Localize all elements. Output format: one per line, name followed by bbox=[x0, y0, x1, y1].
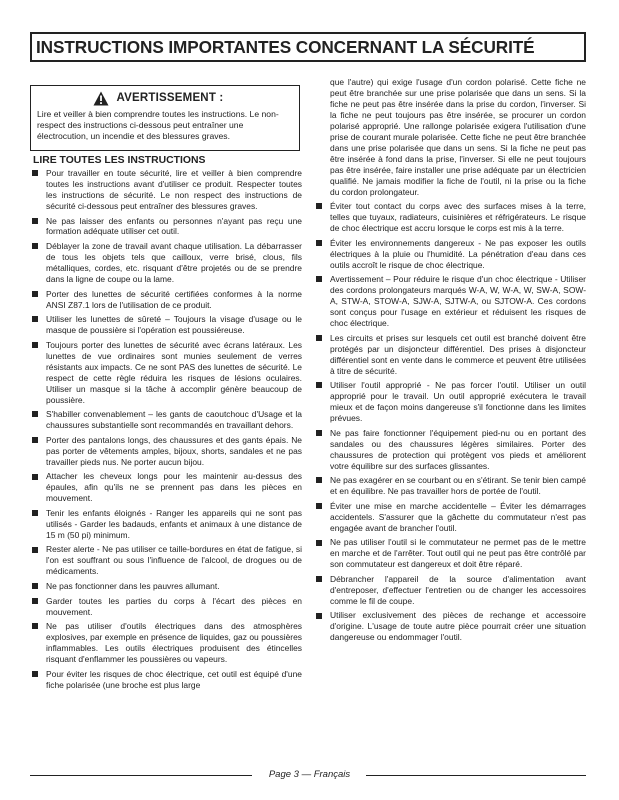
list-item-text: Éviter les environnements dangereux - Ne pas exposer les outils électriques à la pluie ou l'humidité. La pénétration d'eau dans ces outils accroît le risque de choc électrique. bbox=[330, 237, 586, 270]
list-item bbox=[30, 471, 302, 504]
list-item bbox=[314, 610, 586, 643]
footer-text: Page 3 — Français bbox=[268, 769, 351, 780]
square-bullet-icon bbox=[32, 510, 38, 516]
list-item-text: Ne pas exagérer en se courbant ou en s'étirant. Se tenir bien campé et en équilibre. Ne pas travailler hors de portée de l'outil. bbox=[330, 475, 586, 497]
list-item-text: Ne pas utiliser l'outil si le commutateur ne permet pas de le mettre en marche et de l'arrêter. Tout outil qui ne peut pas être contrôlé par son commutateur est dangereux et doit être réparé. bbox=[330, 537, 586, 570]
square-bullet-icon bbox=[316, 540, 322, 546]
list-item bbox=[30, 508, 302, 541]
square-bullet-icon bbox=[32, 342, 38, 348]
list-item-text: Ne pas faire fonctionner l'équipement pied-nu ou en portant des sandales ou des chaussures légères similaires. Porter des chaussures de protection qui protègent vos pieds et améliorent votre équilibre sur des surfaces glissantes. bbox=[330, 427, 586, 471]
list-item bbox=[314, 238, 586, 271]
square-bullet-icon bbox=[32, 598, 38, 604]
list-item bbox=[314, 333, 586, 377]
square-bullet-icon bbox=[316, 477, 322, 483]
list-item-text: Ne pas laisser des enfants ou personnes n'ayant pas reçu une formation adéquate utiliser cet outil. bbox=[46, 215, 302, 237]
square-bullet-icon bbox=[32, 170, 38, 176]
list-item bbox=[30, 409, 302, 431]
warning-header bbox=[23, 90, 293, 106]
square-bullet-icon bbox=[316, 203, 322, 209]
list-item-text: Attacher les cheveux longs pour les maintenir au-dessus des épaules, afin qu'ils ne se prennent pas dans les pièces en mouvement. bbox=[46, 471, 302, 504]
square-bullet-icon bbox=[32, 316, 38, 322]
square-bullet-icon bbox=[32, 474, 38, 480]
list-item-text: Les circuits et prises sur lesquels cet outil est branché doivent être protégés par un disjoncteur différentiel. Des prises à disjoncteur différentiel sont en vente dans le commerce et peuvent être utilisées à titre de sécurité. bbox=[330, 332, 586, 376]
list-item bbox=[30, 241, 302, 285]
warning-text: Lire et veiller à bien comprendre toutes les instructions. Le non-respect des instructions ci-dessous peut entraîner une électrocution, un incendie et des blessures graves. bbox=[37, 109, 279, 141]
page-footer bbox=[0, 769, 619, 780]
list-item bbox=[30, 168, 302, 212]
list-item bbox=[30, 544, 302, 577]
square-bullet-icon bbox=[316, 335, 322, 341]
square-bullet-icon bbox=[316, 276, 322, 282]
list-item-text: Utiliser exclusivement des pièces de rechange et accessoire d'origine. L'usage de toute autre pièce pourrait créer une situation dangereuse ou endommager l'outil. bbox=[330, 610, 586, 643]
section-heading: LIRE TOUTES LES INSTRUCTIONS bbox=[33, 155, 206, 166]
list-item bbox=[30, 216, 302, 238]
list-item bbox=[30, 435, 302, 468]
left-column bbox=[30, 168, 302, 694]
list-item bbox=[30, 340, 302, 406]
square-bullet-icon bbox=[32, 411, 38, 417]
footer-rule-right bbox=[366, 775, 586, 776]
list-item bbox=[30, 621, 302, 665]
square-bullet-icon bbox=[32, 623, 38, 629]
square-bullet-icon bbox=[32, 671, 38, 677]
square-bullet-icon bbox=[32, 218, 38, 224]
list-item-text: Éviter une mise en marche accidentelle – Éviter les démarrages accidentels. S'assurer que la gâchette du commutateur n'est pas engagée avant de brancher l'outil. bbox=[330, 500, 586, 533]
list-item-text: Tenir les enfants éloignés - Ranger les appareils qui ne sont pas utilisés - Garder les badauds, enfants et animaux à une distance de 15 m (50 pi) minimum. bbox=[46, 507, 302, 540]
square-bullet-icon bbox=[316, 613, 322, 619]
square-bullet-icon bbox=[316, 576, 322, 582]
list-item-text: Rester alerte - Ne pas utiliser ce taille-bordures en état de fatigue, si l'on est souffrant ou sous l'influence de l'alcool, de drogues ou de médicaments. bbox=[46, 544, 302, 577]
list-item bbox=[30, 581, 302, 592]
right-column bbox=[314, 77, 586, 647]
list-item-text: Débrancher l'appareil de la source d'alimentation avant d'entreposer, d'effectuer l'entretien ou de changer les accessoires comme le fil de coupe. bbox=[330, 573, 586, 606]
list-item bbox=[314, 380, 586, 424]
warning-box bbox=[30, 85, 300, 151]
list-item-text: Toujours porter des lunettes de sécurité avec écrans latéraux. Les lunettes de vue ordinaires sont munies seulement de verres résistants aux impacts. Ce ne sont PAS des lunettes de sécurité. Le respect de cette règle réduira les risques de lésions oculaires. Utiliser un masque si la tâche à accomplir génère beaucoup de poussière. bbox=[46, 339, 302, 405]
square-bullet-icon bbox=[32, 291, 38, 297]
continued-paragraph: que l'autre) qui exige l'usage d'un cordon polarisé. Cette fiche ne peut être branchée sur une prise polarisée que dans un sens. Si la fiche ne peut pas être insérée dans la prise du cordon, l'inverser. Si la fiche ne peut toujours pas être insérée, se procurer un cordon polarisé approprié. Une rallonge polarisée exigera l'utilisation d'une prise de courant murale polarisée. Cette fiche ne peut être branchée dans une prise polarisée que dans un sens. Si la fiche ne peut pas être insérée à fond dans la prise, l'inverser. Si elle ne peut toujours pas être insérée, faire installer une prise adéquate par un électricien qualifié. Ne jamais modifier la fiche de l'outil, ni la prise ou la fiche du cordon prolongateur. bbox=[330, 77, 586, 197]
list-item-text: Éviter tout contact du corps avec des surfaces mises à la terre, telles que tuyaux, radiateurs, cuisinières et réfrigérateurs. Le risque de choc électrique est accru lorsque le corps est mis à la terre. bbox=[330, 201, 586, 234]
list-item-text: Avertissement – Pour réduire le risque d'un choc électrique - Utiliser des cordons prolongateurs marqués W-A, W, W-A, W, SW-A, SOW-A, STW-A, STOW-A, SJW-A, SJTW-A, ou SJTOW-A. Ces cordons sont conçus pour l'usage en extérieur et réduisent les risques de choc électrique. bbox=[330, 274, 586, 329]
list-item bbox=[314, 501, 586, 534]
square-bullet-icon bbox=[32, 437, 38, 443]
page-title: INSTRUCTIONS IMPORTANTES CONCERNANT LA SÉCURITÉ bbox=[30, 32, 586, 62]
list-item-text: Ne pas fonctionner dans les pauvres allumant. bbox=[46, 580, 220, 591]
list-item bbox=[30, 669, 302, 691]
list-item-text: Utiliser l'outil approprié - Ne pas forcer l'outil. Utiliser un outil approprié pour le travail. Un outil approprié exécutera le travail mieux et de façon moins dangereuse s'il fonctionne dans les limites prévues. bbox=[330, 380, 586, 424]
square-bullet-icon bbox=[316, 240, 322, 246]
list-item bbox=[30, 596, 302, 618]
warning-heading: AVERTISSEMENT : bbox=[116, 92, 224, 104]
list-item-text: Porter des lunettes de sécurité certifiées conformes à la norme ANSI Z87.1 lors de l'utilisation de ce produit. bbox=[46, 288, 302, 310]
square-bullet-icon bbox=[316, 430, 322, 436]
list-item-text: Pour travailler en toute sécurité, lire et veiller à bien comprendre toutes les instructions avant d'utiliser ce produit. Respecter toutes les instructions de sécurité. Le non respect des instructions de sécurité ci-dessous peut entraîner des blessures graves. bbox=[46, 168, 302, 211]
square-bullet-icon bbox=[32, 583, 38, 589]
list-item bbox=[314, 428, 586, 472]
list-item-text: Porter des pantalons longs, des chaussures et des gants épais. Ne pas porter de vêtements amples, bijoux, shorts, sandales et ne pas travailler pieds nus. Ne porter aucun bijou. bbox=[46, 434, 302, 467]
list-item bbox=[314, 475, 586, 497]
list-item-text: Utiliser les lunettes de sûreté – Toujours la visage d'usage ou le masque de poussière si l'opération est poussiéreuse. bbox=[46, 314, 302, 336]
square-bullet-icon bbox=[32, 547, 38, 553]
warning-triangle-icon bbox=[93, 91, 109, 106]
list-item bbox=[314, 201, 586, 234]
list-item bbox=[30, 289, 302, 311]
list-item-text: S'habiller convenablement – les gants de caoutchouc d'Usage et la chaussures substantielle sont recommandés en travaillant dehors. bbox=[46, 409, 302, 431]
list-item-text: Pour éviter les risques de choc électrique, cet outil est équipé d'une fiche polarisée (une broche est plus large bbox=[46, 668, 302, 690]
list-item-text: Déblayer la zone de travail avant chaque utilisation. La débarrasser de tous les objets tels que cailloux, verre brisé, clous, fils métalliques, cordes, etc. risquant d'être projetés ou de se prendre dans la ligne de coupe ou la lame. bbox=[46, 241, 302, 284]
list-item bbox=[30, 314, 302, 336]
square-bullet-icon bbox=[32, 243, 38, 249]
list-item bbox=[314, 537, 586, 570]
footer-rule-left bbox=[30, 775, 252, 776]
list-item-text: Garder toutes les parties du corps à l'écart des pièces en mouvement. bbox=[46, 595, 302, 617]
list-item bbox=[314, 274, 586, 329]
square-bullet-icon bbox=[316, 382, 322, 388]
list-item-text: Ne pas utiliser d'outils électriques dans des atmosphères explosives, par exemple en présence de liquides, gaz ou poussières inflammables. Les outils électriques produisent des étincelles risquant d'enflammer les poussières ou vapeurs. bbox=[46, 621, 302, 665]
list-item bbox=[314, 574, 586, 607]
square-bullet-icon bbox=[316, 503, 322, 509]
